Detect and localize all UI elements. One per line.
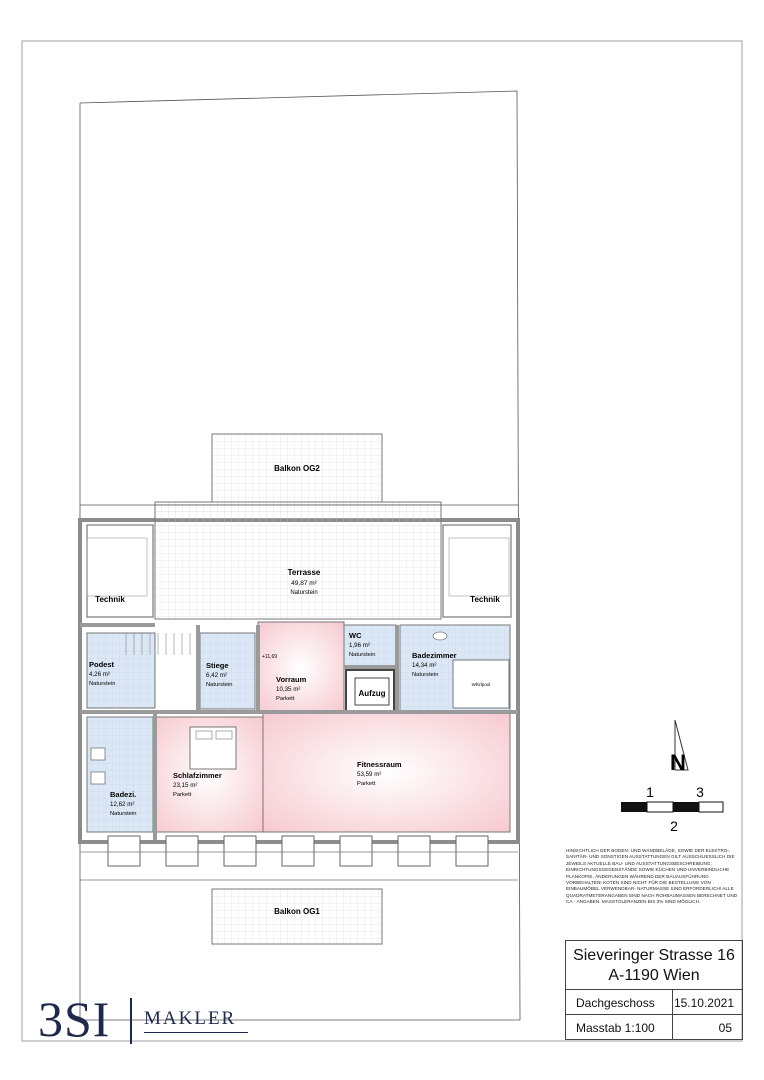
- floor-vorraum: Parkett: [276, 696, 295, 702]
- area-schlafzimmer: 23,15 m²: [173, 782, 198, 789]
- stiege: [200, 633, 255, 709]
- label-terrasse: Terrasse: [287, 568, 321, 577]
- label-balkon-og1: Balkon OG1: [274, 907, 320, 916]
- terrasse-floor: [155, 502, 441, 619]
- north-letter: N: [670, 750, 686, 775]
- basin: [91, 772, 105, 784]
- title-row-floor: [566, 989, 742, 1015]
- washbasin: [433, 632, 447, 640]
- plan-date: 15.10.2021: [673, 996, 734, 1010]
- label-fitnessraum: Fitnessraum: [357, 760, 402, 769]
- level-mark: +11,69: [262, 654, 278, 660]
- label-stiege: Stiege: [206, 661, 229, 670]
- scale-label-3: 3: [696, 784, 704, 800]
- title-row-scale: [566, 1014, 742, 1040]
- address-line1: Sieveringer Strasse 16: [573, 947, 735, 964]
- floor-badezi: Naturstein: [110, 811, 137, 817]
- area-stiege: 6,42 m²: [206, 672, 227, 679]
- floor-badezimmer: Naturstein: [412, 672, 439, 678]
- area-badezi: 12,62 m²: [110, 801, 135, 808]
- label-balkon-og2: Balkon OG2: [274, 464, 320, 473]
- bed: [190, 727, 236, 769]
- area-vorraum: 10,35 m²: [276, 686, 301, 693]
- area-badezimmer: 14,34 m²: [412, 662, 437, 669]
- wc-bowl: [91, 748, 105, 760]
- disclaimer-notes: HINSICHTLICH DER BODEN- UND WANDBELÄGE, SOWIE DER ELEKTRO-, SANITÄR- UND SONSTIGEN AUSSTATTUNGEN GILT AUSSCHLIESSLICH DIE JEWEILS AKTUELLE BAU- UND AUSSTATTUNGSBESCHREIBUNG; EINRICHTUNGSGEGENSTÄNDE SOWIE KÜCHEN UND UNVERBINDLICHE PLANKOPIE, ÄNDERUNGEN WÄHREND DER BAUAUSFÜHRUNG VORBEHALTEN! KOTEN SIND NICHT FÜR DIE BESTELLUNG VON EINBAUMÖBEL VERWENDBAR- NATURMASSE SIND ERFORDERLICH! ALLE QUADRATMETERANGABEN SIND NACH ROHBAUMASSEN BERECHNET UND CA.- ANGABEN. MASSTOLERANZEN BIS 3% SIND MÖGLICH.: [566, 848, 738, 905]
- floor-name: Dachgeschoss: [576, 996, 655, 1010]
- fitnessraum: [263, 712, 510, 832]
- label-vorraum: Vorraum: [276, 675, 307, 684]
- label-podest: Podest: [89, 660, 115, 669]
- scale-bar: [621, 802, 723, 812]
- label-badezi: Badezi.: [110, 790, 137, 799]
- logo-mark: 3SI: [38, 991, 111, 1047]
- area-terrasse: 49,87 m²: [291, 580, 317, 587]
- floor-wc: Naturstein: [349, 652, 376, 658]
- area-wc: 1,96 m²: [349, 642, 370, 649]
- plan-scale: Masstab 1:100: [576, 1021, 655, 1035]
- floor-stiege: Naturstein: [206, 682, 233, 688]
- sheet-number: 05: [718, 1021, 732, 1035]
- floor-fitnessraum: Parkett: [357, 781, 376, 787]
- area-podest: 4,26 m²: [89, 671, 110, 678]
- logo-separator: [130, 998, 132, 1044]
- label-wc: WC: [349, 631, 362, 640]
- floor-schlafzimmer: Parkett: [173, 792, 192, 798]
- label-badezimmer: Badezimmer: [412, 651, 457, 660]
- label-aufzug: Aufzug: [358, 689, 386, 698]
- label-whirlpool: Whirlpool: [471, 682, 491, 687]
- title-block: [565, 940, 743, 1040]
- balkon-og1: [212, 889, 382, 944]
- scale-label-1: 1: [646, 784, 654, 800]
- area-fitnessraum: 53,59 m²: [357, 771, 382, 778]
- label-technik-right: Technik: [470, 595, 500, 604]
- address-line2: A-1190 Wien: [608, 967, 700, 984]
- vorraum: [258, 622, 344, 712]
- logo-word: MAKLER: [144, 1008, 237, 1029]
- floor-podest: Naturstein: [89, 681, 116, 687]
- title-divider: [672, 989, 673, 1039]
- label-technik-left: Technik: [95, 595, 125, 604]
- floor-terrasse: Naturstein: [290, 590, 318, 596]
- scale-label-2: 2: [670, 818, 678, 834]
- label-schlafzimmer: Schlafzimmer: [173, 771, 222, 780]
- logo-rule: [144, 1032, 248, 1033]
